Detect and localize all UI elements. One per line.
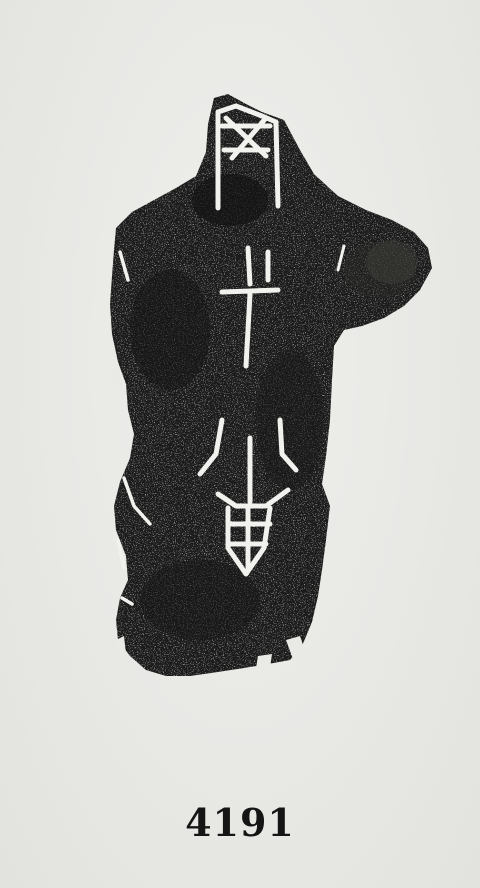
ink-patch bbox=[256, 350, 324, 490]
catalog-number: 4191 bbox=[185, 800, 295, 845]
worn-surface bbox=[366, 240, 418, 284]
ink-patch bbox=[130, 270, 210, 390]
ink-patch bbox=[192, 174, 268, 226]
